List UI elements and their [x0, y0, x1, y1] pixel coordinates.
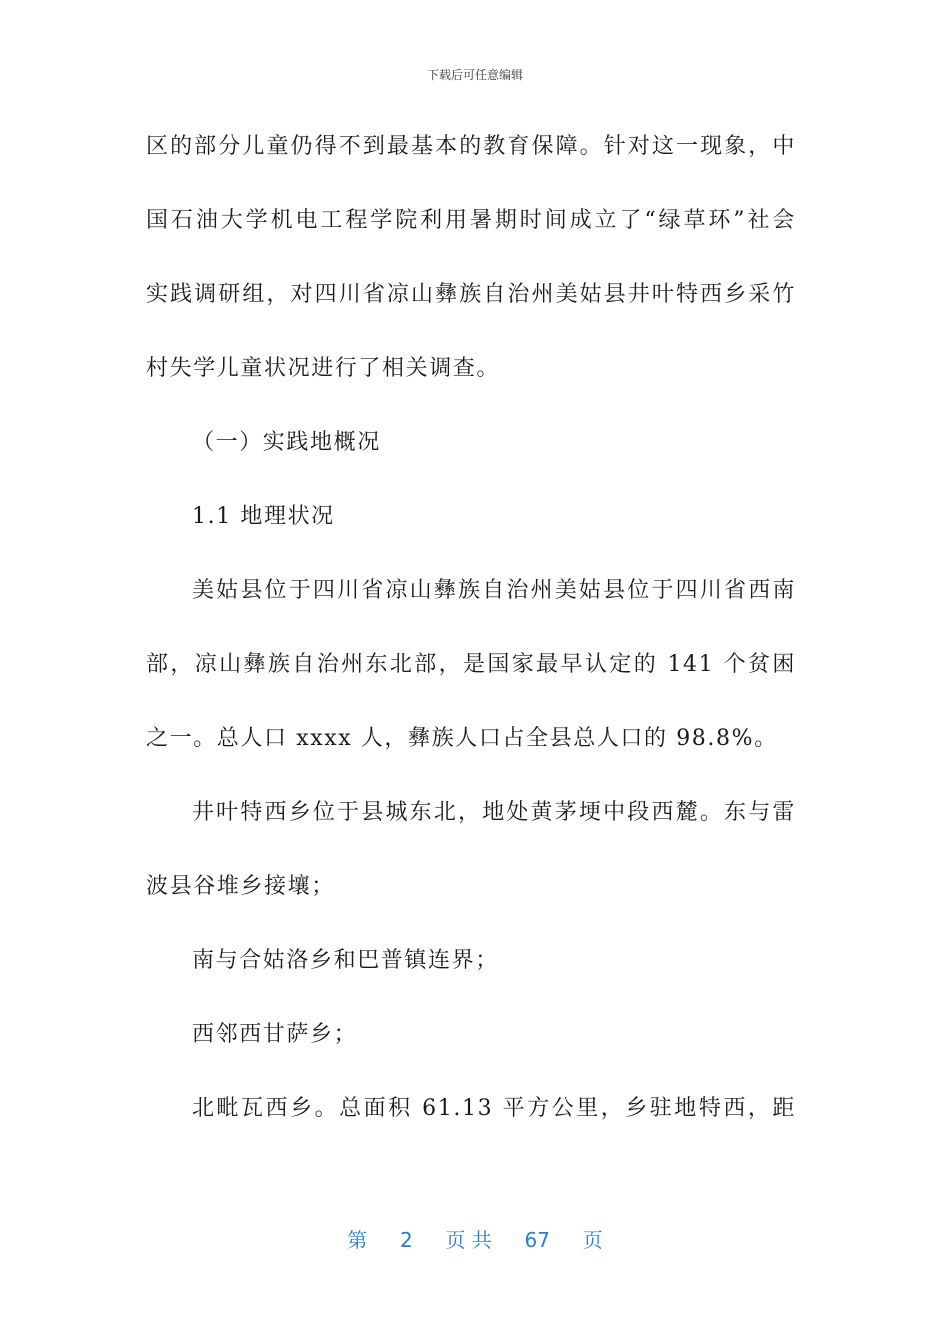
paragraph-line: 西邻西甘萨乡；: [192, 1022, 358, 1047]
document-body: [146, 118, 796, 1154]
paragraph-line: 之一。总人口 xxxx 人，彝族人口占全县总人口的 98.8%。: [146, 726, 778, 751]
page-header: 下载后可任意编辑: [426, 68, 523, 82]
page-mid-label: 页 共: [445, 1228, 492, 1252]
paragraph-line: 部，凉山彝族自治州东北部，是国家最早认定的 141 个贫困: [146, 652, 796, 677]
page-label: 第: [347, 1228, 368, 1252]
paragraph-line: 村失学儿童状况进行了相关调查。: [146, 356, 501, 381]
paragraph-line: 国石油大学机电工程学院利用暑期时间成立了“绿草环”社会: [146, 208, 796, 233]
page-footer: [0, 1224, 950, 1253]
page-end-label: 页: [582, 1228, 603, 1252]
page-number: 2: [400, 1228, 413, 1252]
subsection-heading: 1.1 地理状况: [192, 504, 335, 529]
paragraph-line: 南与合姑洛乡和巴普镇连界；: [192, 948, 499, 973]
total-pages: 67: [524, 1228, 550, 1252]
paragraph-line: 美姑县位于四川省凉山彝族自治州美姑县位于四川省西南: [192, 578, 796, 603]
paragraph-line: 波县谷堆乡接壤；: [146, 874, 335, 899]
paragraph-line: 区的部分儿童仍得不到最基本的教育保障。针对这一现象，中: [146, 134, 796, 159]
section-heading: （一）实践地概况: [192, 430, 381, 455]
paragraph-line: 井叶特西乡位于县城东北，地处黄茅埂中段西麓。东与雷: [192, 800, 796, 825]
paragraph-line: 实践调研组，对四川省凉山彝族自治州美姑县井叶特西乡采竹: [146, 282, 796, 307]
paragraph-line: 北毗瓦西乡。总面积 61.13 平方公里，乡驻地特西，距: [192, 1096, 796, 1121]
